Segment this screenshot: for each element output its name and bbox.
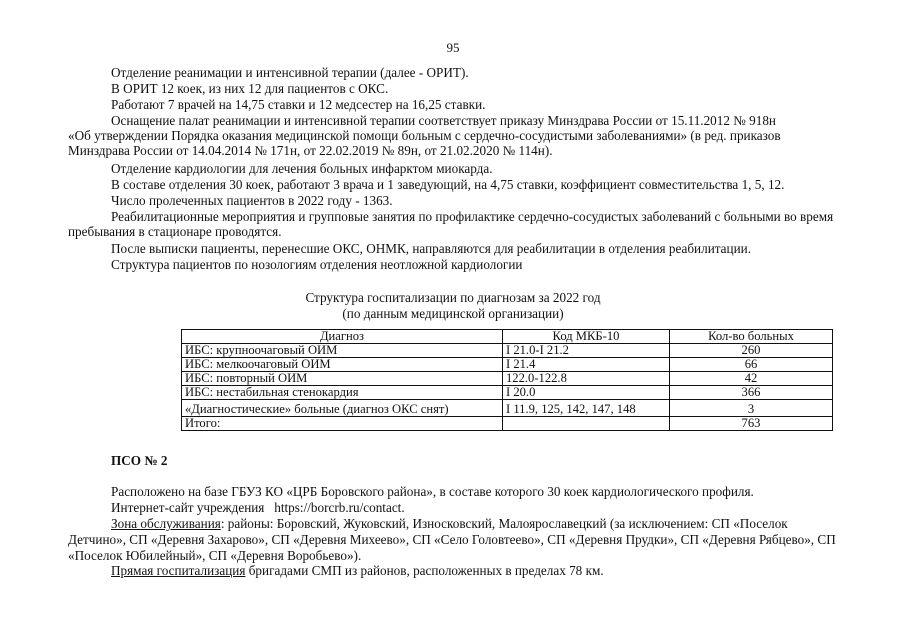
cell-total-count: 763 (670, 417, 833, 431)
direct-label: Прямая госпитализация (111, 563, 246, 578)
header-icd-code: Код МКБ-10 (503, 330, 670, 344)
cell-count: 260 (670, 344, 833, 358)
page-number: 95 (446, 40, 460, 55)
cell-diagnosis: ИБС: повторный ОИМ (182, 372, 503, 386)
zone-line-1-rest: : районы: Боровский, Жуковский, Износковский, Малоярославецкий (за исключением: СП «Поселок (220, 516, 788, 531)
after-discharge: После выписки пациенты, перенесшие ОКС, ОНМК, направляются для реабилитации в отделения реабилитации. (111, 241, 751, 256)
zone-label: Зона обслуживания (111, 516, 221, 531)
table-row (182, 358, 833, 372)
cell-total-code (503, 417, 670, 431)
zone-line-2: Детчино», СП «Деревня Захарово», СП «Деревня Михеево», СП «Село Головтеево», СП «Деревня Прудки», СП «Деревня Рябцево», СП (68, 532, 836, 547)
cell-count: 66 (670, 358, 833, 372)
direct-rest: бригадами СМП из районов, расположенных в пределах 78 км. (245, 563, 604, 578)
structure-intro: Структура пациентов по нозологиям отделения неотложной кардиологии (111, 257, 523, 272)
cell-diagnosis: ИБС: крупноочаговый ОИМ (182, 344, 503, 358)
header-patient-count: Кол-во больных (670, 330, 833, 344)
cell-diagnosis: «Диагностические» больные (диагноз ОКС снят) (182, 400, 503, 417)
table-subtitle: (по данным медицинской организации) (342, 306, 564, 321)
order-line-3: Минздрава России от 14.04.2014 № 171н, от 22.02.2019 № 89н, от 21.02.2020 № 114н). (68, 143, 553, 158)
table-row (182, 372, 833, 386)
cardiology-staff: В составе отделения 30 коек, работают 3 врача и 1 заведующий, на 4,75 ставки, коэффициент совместительства 1, 5, 12. (111, 177, 785, 192)
table-total-row (182, 417, 833, 431)
orit-beds: В ОРИТ 12 коек, из них 12 для пациентов с ОКС. (111, 81, 389, 96)
cell-diagnosis: ИБС: мелкоочаговый ОИМ (182, 358, 503, 372)
pso-heading: ПСО № 2 (111, 453, 168, 468)
orit-staff: Работают 7 врачей на 14,75 ставки и 12 медсестер на 16,25 ставки. (111, 97, 486, 112)
hospitalization-table (181, 329, 833, 431)
rehab-line-2: пребывания в стационаре проводятся. (68, 224, 282, 239)
order-line-1: Оснащение палат реанимации и интенсивной терапии соответствует приказу Минздрава России от 15.11.2012 № 918н (111, 113, 776, 128)
pso-location: Расположено на базе ГБУЗ КО «ЦРБ Боровского района», в составе которого 30 коек кардиологического профиля. (111, 484, 754, 499)
header-diagnosis: Диагноз (182, 330, 503, 344)
cell-icd-code: I 11.9, 125, 142, 147, 148 (503, 400, 670, 417)
zone-line-3: «Поселок Юбилейный», СП «Деревня Воробьево»). (68, 548, 362, 563)
cell-icd-code: I 21.0-I 21.2 (503, 344, 670, 358)
cell-icd-code: I 20.0 (503, 386, 670, 400)
orit-paragraph: Отделение реанимации и интенсивной терапии (далее - ОРИТ). (111, 65, 469, 80)
cell-count: 3 (670, 400, 833, 417)
table-row (182, 400, 833, 417)
rehab-line-1: Реабилитационные мероприятия и групповые занятия по профилактике сердечно-сосудистых заболеваний с больными во время (111, 209, 834, 224)
website: Интернет-сайт учреждения https://borcrb.ru/contact. (111, 500, 405, 515)
table-row (182, 386, 833, 400)
cell-icd-code: I 21.4 (503, 358, 670, 372)
treated-patients: Число пролеченных пациентов в 2022 году - 1363. (111, 193, 393, 208)
cell-count: 42 (670, 372, 833, 386)
cell-count: 366 (670, 386, 833, 400)
direct-hospitalization (111, 563, 604, 579)
table-header-row (182, 330, 833, 344)
cell-diagnosis: ИБС: нестабильная стенокардия (182, 386, 503, 400)
cell-total-label: Итого: (182, 417, 503, 431)
cardiology-dept: Отделение кардиологии для лечения больных инфарктом миокарда. (111, 161, 493, 176)
zone-line-1 (111, 516, 888, 532)
table-row (182, 344, 833, 358)
table-title: Структура госпитализации по диагнозам за 2022 год (305, 290, 601, 305)
order-line-2: «Об утверждении Порядка оказания медицинской помощи больным с сердечно-сосудистыми заболеваниями» (в ред. приказов (68, 128, 781, 143)
cell-icd-code: 122.0-122.8 (503, 372, 670, 386)
